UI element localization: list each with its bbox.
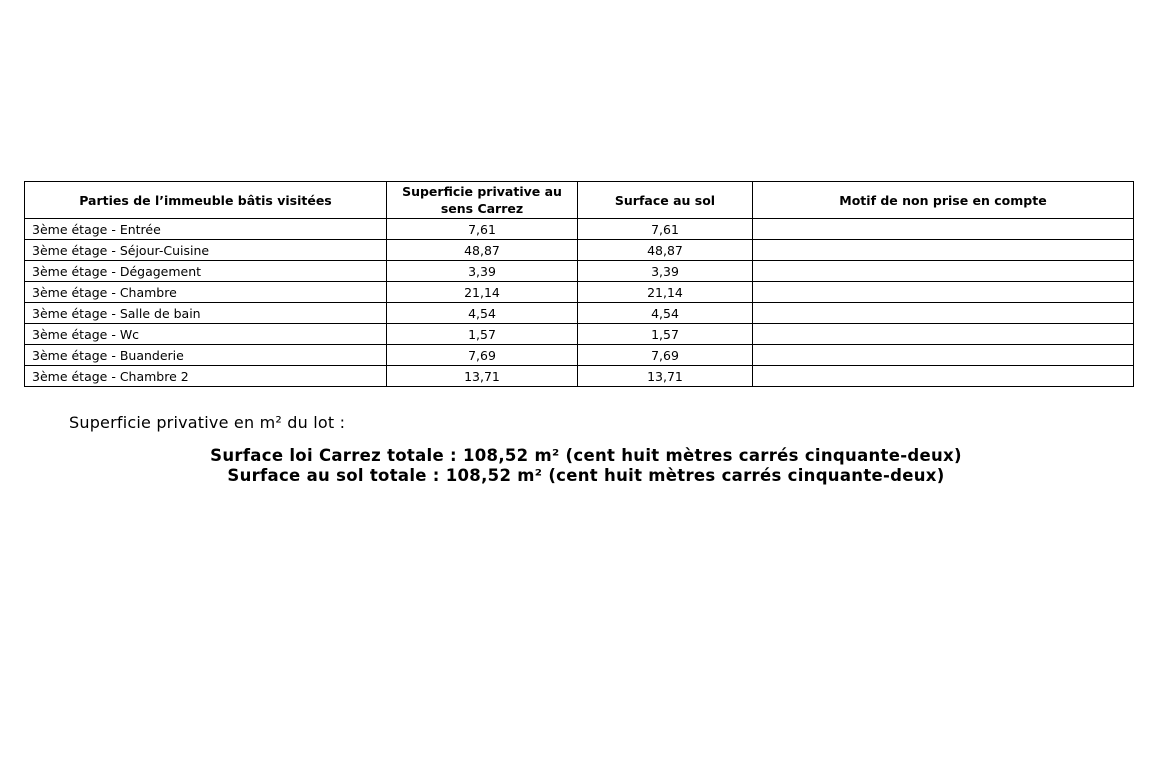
carrez-total: Surface loi Carrez totale : 108,52 m² (cent huit mètres carrés cinquante-deux) [210,446,962,465]
cell-sol: 13,71 [578,366,753,387]
table-row [25,345,1134,366]
cell-part: 3ème étage - Séjour-Cuisine [25,240,387,261]
cell-carrez: 48,87 [387,240,578,261]
header-parties: Parties de l’immeuble bâtis visitées [25,182,387,219]
cell-motif [753,366,1134,387]
table-header-row [25,182,1134,219]
cell-sol: 21,14 [578,282,753,303]
cell-carrez: 13,71 [387,366,578,387]
cell-part: 3ème étage - Salle de bain [25,303,387,324]
cell-carrez: 1,57 [387,324,578,345]
cell-carrez: 3,39 [387,261,578,282]
cell-motif [753,219,1134,240]
table-body [25,219,1134,387]
cell-part: 3ème étage - Entrée [25,219,387,240]
cell-sol: 7,69 [578,345,753,366]
header-superficie-carrez: Superficie privative au sens Carrez [387,182,578,219]
cell-motif [753,261,1134,282]
cell-carrez: 7,69 [387,345,578,366]
header-motif: Motif de non prise en compte [753,182,1134,219]
cell-carrez: 4,54 [387,303,578,324]
cell-part: 3ème étage - Chambre 2 [25,366,387,387]
header-surface-sol: Surface au sol [578,182,753,219]
totals-block [0,446,1152,486]
cell-motif [753,282,1134,303]
table-row [25,261,1134,282]
cell-sol: 3,39 [578,261,753,282]
cell-carrez: 21,14 [387,282,578,303]
cell-part: 3ème étage - Buanderie [25,345,387,366]
sol-total: Surface au sol totale : 108,52 m² (cent huit mètres carrés cinquante-deux) [227,466,945,485]
table-header [25,182,1134,219]
cell-sol: 1,57 [578,324,753,345]
cell-sol: 4,54 [578,303,753,324]
table-row [25,324,1134,345]
cell-sol: 48,87 [578,240,753,261]
table-row [25,282,1134,303]
cell-carrez: 7,61 [387,219,578,240]
summary-label: Superficie privative en m² du lot : [69,413,346,432]
cell-sol: 7,61 [578,219,753,240]
table-row [25,303,1134,324]
surface-table [24,181,1134,387]
table-row [25,366,1134,387]
table-row [25,219,1134,240]
cell-part: 3ème étage - Wc [25,324,387,345]
cell-motif [753,345,1134,366]
cell-motif [753,303,1134,324]
cell-part: 3ème étage - Dégagement [25,261,387,282]
cell-motif [753,240,1134,261]
table-row [25,240,1134,261]
cell-motif [753,324,1134,345]
cell-part: 3ème étage - Chambre [25,282,387,303]
